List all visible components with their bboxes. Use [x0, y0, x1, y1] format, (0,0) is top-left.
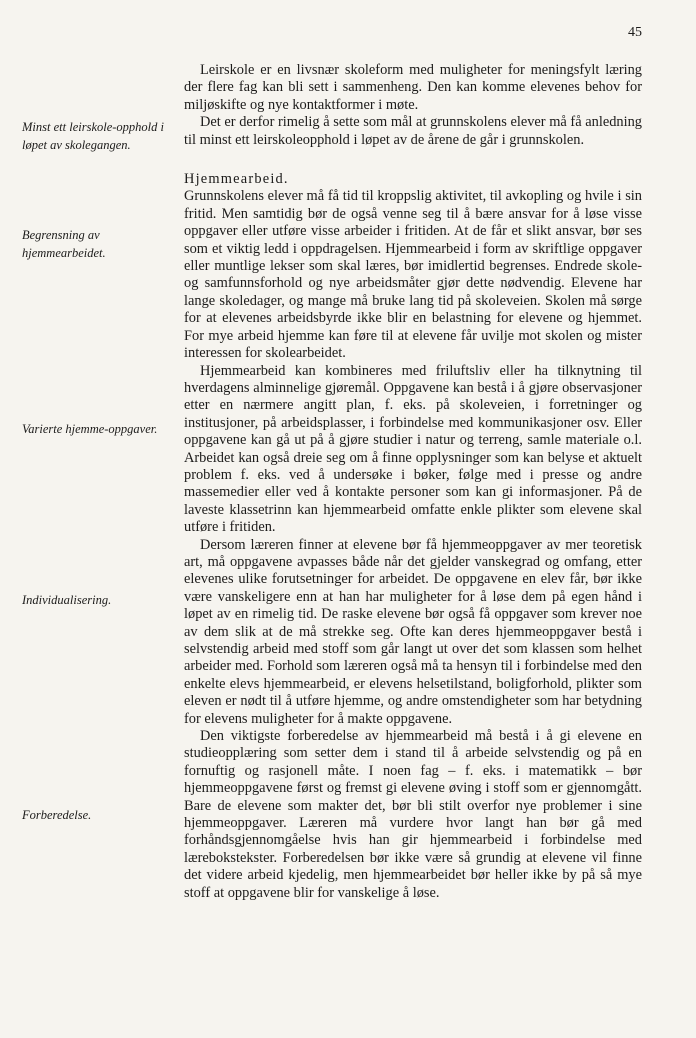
section-heading: Hjemmearbeid.	[184, 171, 289, 188]
margin-note-individualisering: Individualisering.	[22, 593, 112, 607]
paragraph-leirskole-maal: Det er derfor rimelig å sette som mål at grunnskolens elever må få anledning til minst ett leirskoleopphold i løpet av de årene de går i grunnskolen.	[184, 114, 642, 148]
paragraph-hjemmearbeid-intro: Grunnskolens elever må få tid til kroppslig aktivitet, til avkopling og hvile i sin fritid. Men samtidig bør de også venne seg til å bære ansvar for å løse visse oppgaver eller utføre visse arbeider i fritiden. At de får et slikt ansvar, bør ses som et viktig ledd i oppdragelsen. Hjemmearbeid i form av skriftlige oppgaver eller muntlige lekser som skal læres, bør imidlertid begrenses. Endrede skole- og samfunnsforhold og nye arbeidsmåter gjør dette nødvendig. Elevene har lange skoledager, og mange må bruke lang tid på skoleveien. Skolen må sørge for at elevenes arbeidsbyrde ikke blir en belastning for elevene og hjemmet. For mye arbeid hjemme kan føre til at elevene får uvilje mot skolen og mister interessen for skolearbeidet.	[184, 188, 642, 362]
main-text	[184, 62, 642, 902]
paragraph-leirskole: Leirskole er en livsnær skoleform med muligheter for meningsfylt læring der flere fag kan bli sett i sammenheng. Den kan komme elevenes behov for miljøskifte og nye kontaktformer i møte.	[184, 62, 642, 113]
paragraph-forberedelse: Den viktigste forberedelse av hjemmearbeid må bestå i å gi elevene en studieopplæring som setter dem i stand til å arbeide selvstendig og på en fornuftig og rasjonell måte. I noen fag – f. eks. i matematikk – bør hjemmeoppgavene først og fremst gi elevene øving i stoff som er gjennomgått. Bare de elevene som makter det, bør bli stilt overfor nye problemer i sine hjemmeoppgaver. Læreren må vurdere hvor langt han bør gå med forhåndsgjennomgåelse hvis han gir hjemmearbeid i forbindelse med lærebokstekster. Forberedelsen bør ikke være så grundig at elevene vil finne det videre arbeid kjedelig, men hjemmearbeidet bør heller ikke by på så mye stoff at oppgavene blir for vanskelige å løse.	[184, 728, 642, 901]
margin-note-varierte-oppgaver: Varierte hjemme-oppgaver.	[22, 422, 158, 436]
paragraph-individualisering: Dersom læreren finner at elevene bør få hjemmeoppgaver av mer teoretisk art, må oppgavene avpasses både når det gjelder vanskegrad og omfang, etter elevenes ulike forutsetninger for arbeidet. De oppgavene en elev får, bør ikke være vanskeligere enn at han har muligheter for å løse dem på egen hånd i løpet av en rimelig tid. De raske elevene bør også få oppgaver som krever noe av dem slik at de må strekke seg. Ofte kan deres hjemmeoppgaver bestå i selvstendig arbeid med stoff som går langt ut over det som klassen som helhet arbeider med. Forhold som læreren også må ta hensyn til i forbindelse med den enkelte elevs hjemmearbeid, er elevens helsetilstand, boligforhold, plikter som eleven er nødt til å utføre hjemme, og andre omstendigheter som har betydning for elevens muligheter for å makte oppgavene.	[184, 536, 642, 727]
margin-note-leirskoleopphold: Minst ett leirskole-opphold i løpet av skolegangen.	[22, 120, 164, 152]
page-number: 45	[628, 25, 642, 40]
paragraph-varierte-oppgaver: Hjemmearbeid kan kombineres med friluftsliv eller ha tilknytning til hverdagens alminnelige gjøremål. Oppgavene kan bestå i å gjøre observasjoner etter en nærmere angitt plan, f. eks. på skoleveien, i forretninger og institusjoner, på arbeidsplasser, i forbindelse med kommunikasjoner osv. Eller oppgavene kan gå ut på å gjøre studier i natur og terreng, samle materiale o.l. Arbeidet kan også dreie seg om å finne opplysninger som kan belyse et aktuelt problem f. eks. ved å undersøke i bøker, følge med i presse og andre massemedier eller ved å kontakte personer som kan gi informasjoner. På de laveste klassetrinn kan hjemmearbeid omfatte enkle plikter som elevene skal utføre i fritiden.	[184, 362, 642, 536]
margin-note-begrensning: Begrensning av hjemmearbeidet.	[22, 228, 106, 260]
margin-note-forberedelse: Forberedelse.	[22, 808, 92, 822]
